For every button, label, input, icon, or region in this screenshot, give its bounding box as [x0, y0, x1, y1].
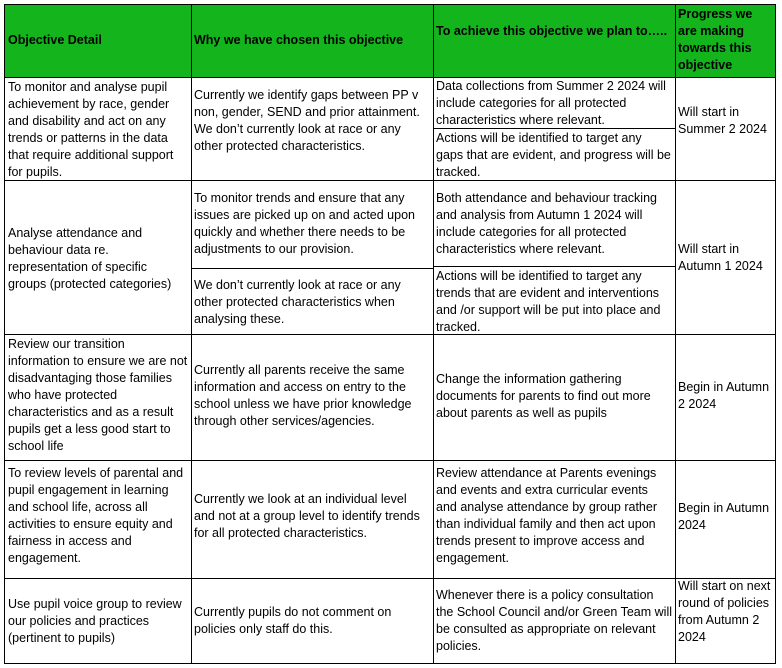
objectives-table [4, 4, 776, 664]
row5-progress: Will start on next round of policies from Autumn 2 2024 [678, 579, 771, 644]
sub-cell-divider [433, 266, 675, 267]
row3-progress: Begin in Autumn 2 2024 [678, 380, 770, 411]
row5-plan: Whenever there is a policy consultation the School Council and/or Green Team will be consulted as appropriate on relevant policies. [436, 588, 673, 653]
row1-why: Currently we identify gaps between PP v non, gender, SEND and prior attainment. We don’t currently look at race or any other protected characteristics. [194, 88, 420, 153]
row-divider [5, 578, 775, 579]
row3-plan: Change the information gathering documents for parents to find out more about parents as well as pupils [436, 372, 651, 420]
row4-plan: Review attendance at Parents evenings and events and extra curricular events and analyse attendance by group rather than individual family and then act upon trends present to improve access and engagement. [436, 466, 657, 565]
row1-plan-1: Data collections from Summer 2 2024 will include categories for all protected characteristics where relevant. [436, 79, 666, 127]
header-objective-detail: Objective Detail [8, 33, 102, 47]
row3-objective: Review our transition information to ensure we are not disadvantaging those families who have protected characteristics and as a result pupils get a less good start to school life [8, 337, 188, 453]
header-plan: To achieve this objective we plan to….. [436, 24, 668, 38]
row-divider [5, 460, 775, 461]
row2-why-2: We don’t currently look at race or any other protected characteristics when analysing these. [194, 278, 401, 326]
row2-why-1: To monitor trends and ensure that any issues are picked up on and acted upon quickly and whether there needs to be adjustments to our provision. [194, 191, 415, 256]
row1-objective: To monitor and analyse pupil achievement by race, gender and disability and act on any trends or patterns in the data that require additional support for pupils. [8, 80, 174, 179]
row4-why: Currently we look at an individual level and not at a group level to identify trends for all protected characteristics. [194, 492, 420, 540]
row4-progress: Begin in Autumn 2024 [678, 501, 770, 532]
row1-progress: Will start in Summer 2 2024 [678, 105, 767, 136]
row5-objective: Use pupil voice group to review our policies and practices (pertinent to pupils) [8, 597, 182, 645]
row2-plan-2: Actions will be identified to target any trends that are evident and interventions and /or support will be put into place and tracked. [436, 269, 661, 334]
row4-objective: To review levels of parental and pupil engagement in learning and school life, across all activities to ensure equity and fairness in access and engagement. [8, 466, 184, 565]
row1-plan-2: Actions will be identified to target any gaps that are evident, and progress will be tracked. [436, 131, 671, 179]
row2-plan-1: Both attendance and behaviour tracking and analysis from Autumn 1 2024 will include categories for all protected characteristics where relevant. [436, 191, 657, 256]
row2-progress: Will start in Autumn 1 2024 [678, 242, 763, 273]
row3-why: Currently all parents receive the same information and access on entry to the school unless we have prior knowledge through other services/agencies. [194, 363, 412, 428]
row2-objective: Analyse attendance and behaviour data re. representation of specific groups (protected categories) [8, 226, 172, 291]
header-progress: Progress we are making towards this objective [678, 7, 753, 72]
sub-cell-divider [191, 268, 433, 269]
header-why-chosen: Why we have chosen this objective [194, 33, 404, 47]
row5-why: Currently pupils do not comment on policies only staff do this. [194, 605, 392, 636]
